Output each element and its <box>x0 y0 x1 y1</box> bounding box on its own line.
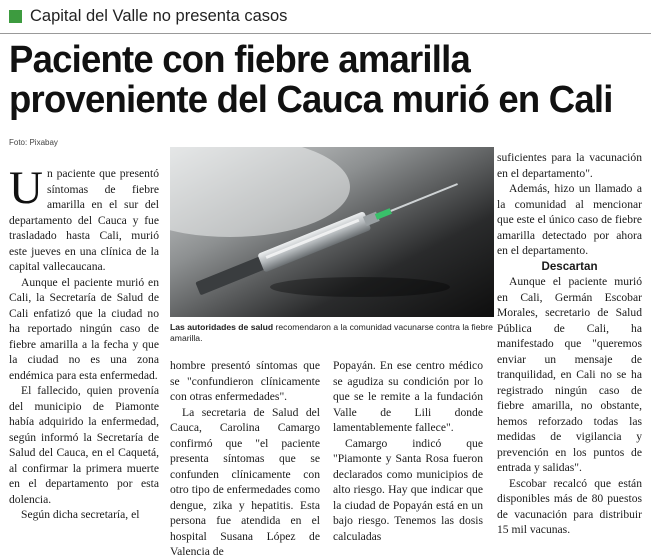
article-column-1 <box>9 162 159 523</box>
dropcap: U <box>9 162 43 214</box>
syringe-image <box>170 147 494 317</box>
photo-caption: Las autoridades de salud recomendaron a la comunidad vacunarse contra la fiebre amarilla. <box>170 322 493 343</box>
paragraph: Popayán. En ese centro médico se agudiza su condición por lo que se le remite a la fundación Valle de Lili donde lamentablemente fallece". <box>333 359 483 434</box>
article-column-3 <box>333 358 483 544</box>
subheading: Descartan <box>541 259 598 273</box>
article-column-4 <box>497 150 642 538</box>
section-kicker <box>9 7 287 26</box>
headline <box>9 40 620 120</box>
paragraph: hombre presentó síntomas que se "confundieron clínicamente con otras enfermedades". <box>170 359 320 403</box>
paragraph: Camargo indicó que "Piamonte y Santa Rosa fueron declarados como municipios de alto riesgo. Hay que indicar que la ciudad de Popayán está en un bajo riesgo. Tenemos las dosis calculadas <box>333 436 483 543</box>
paragraph: suficientes para la vacunación en el departamento". <box>497 151 642 180</box>
paragraph: Según dicha secretaría, el <box>21 508 140 521</box>
paragraph: Aunque el paciente murió en Cali, la Secretaría de Salud de Cali enfatizó que la ciudad no ha reportado ningún caso de fiebre amarilla a la fecha y que la ciudad no es una zona endémica para esta enfermedad. <box>9 275 159 382</box>
paragraph: La secretaria de Salud del Cauca, Carolina Camargo confirmó que "el paciente presenta síntomas que se confunden clínicamente con otro tipo de enfermedades como dengue, zika y hepatitis. Esta persona fue atendida en el hospital Susana López de Valencia de <box>170 405 320 558</box>
green-square-icon <box>9 10 22 23</box>
headline-line-1: Paciente con fiebre amarilla <box>9 39 471 81</box>
headline-line-2: proveniente del Cauca murió en Cali <box>9 79 613 121</box>
paragraph: Escobar recalcó que están disponibles más de 80 puestos de vacunación para distribuir 15 mil vacunas. <box>497 476 642 536</box>
paragraph: Aunque el paciente murió en Cali, Germán Escobar Morales, secretario de Salud Pública de Cali, ha manifestado que "queremos enviar un mensaje de tranquilidad, en Cali no se ha registrado ningún caso de fiebre amarilla, no obstante, hemos reforzado todas las medidas de vigilancia y prevención en los puntos de entrada y salidas". <box>497 275 642 474</box>
photo-credit: Foto: Pixabay <box>9 138 58 147</box>
paragraph: Además, hizo un llamado a la comunidad al mencionar que este el único caso de fiebre amarilla detectado por ahora en el departamento. <box>497 182 642 257</box>
paragraph: Un paciente que presentó síntomas de fiebre amarilla en el sur del departamento del Cauca y fue trasladado hasta Cali, murió este jueves en una clínica de la capital vallecaucana. <box>9 162 159 273</box>
kicker-text: Capital del Valle no presenta casos <box>30 7 288 25</box>
syringe-photo <box>170 147 494 317</box>
article-column-2 <box>170 358 320 560</box>
kicker-divider <box>0 33 651 34</box>
paragraph: El fallecido, quien provenía del municipio de Piamonte había adquirido la enfermedad, según informó la Secretaría de Salud del Cauca, en el Caquetá, al confirmar la primera muerte en el departamento por esta dolencia. <box>9 384 159 506</box>
